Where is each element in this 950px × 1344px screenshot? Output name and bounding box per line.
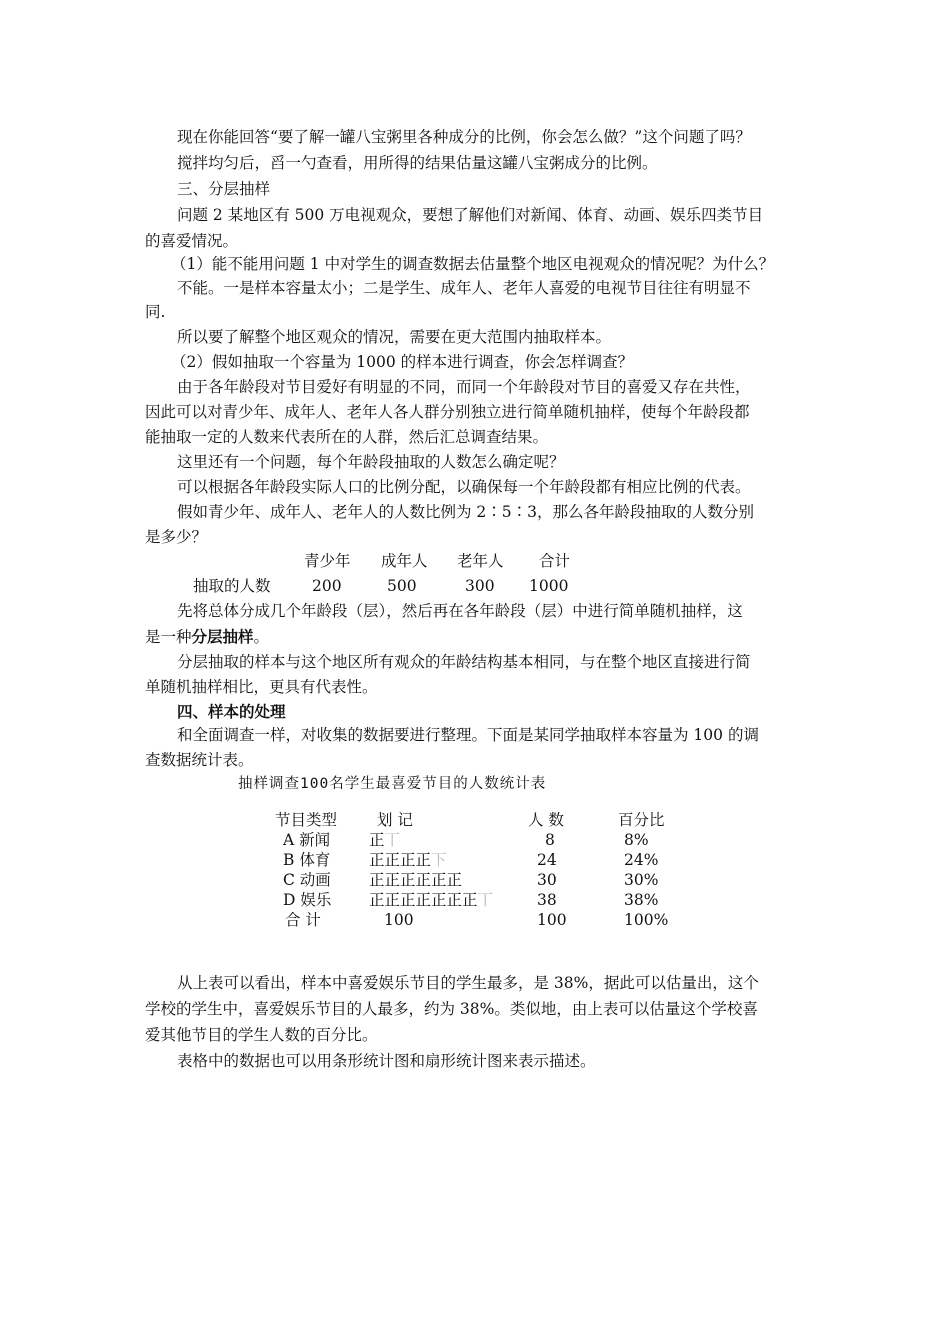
row-percent: 24% (624, 851, 659, 869)
row-type: B 体育 (283, 851, 331, 869)
question-2: （2）假如抽取一个容量为 1000 的样本进行调查，你会怎样调查？ (171, 353, 634, 371)
answer-2-line3: 能抽取一定的人数来代表所在的人群，然后汇总调查结果。 (145, 428, 549, 446)
row-type: A 新闻 (283, 831, 331, 849)
paragraph-conclusion-line2: 学校的学生中，喜爱娱乐节目的人最多，约为 38%。类似地，由上表可以估量这个学校喜 (145, 1000, 758, 1018)
stats-table-header-row (0, 809, 950, 831)
age-row-label: 抽取的人数 (193, 577, 271, 595)
total-tally: 100 (384, 911, 414, 929)
table-total-row (0, 909, 950, 930)
tally-partial: 丅 (384, 831, 401, 849)
answer-1-line2: 同. (145, 303, 166, 321)
answer-2-line1: 由于各年龄段对节目爱好有明显的不同，而同一个年龄段对节目的喜爱又存在共性， (177, 378, 751, 396)
age-table-header-row (0, 550, 950, 574)
paragraph-stratified-def-line1: 先将总体分成几个年龄段（层），然后再在各年龄段（层）中进行简单随机抽样，这 (177, 602, 743, 620)
age-header-elder: 老年人 (457, 552, 504, 570)
paragraph-eight-treasure-question: 现在你能回答“要了解一罐八宝粥里各种成分的比例，你会怎么做？”这个问题了吗？ (177, 128, 751, 146)
section-heading-stratified: 三、分层抽样 (177, 180, 271, 198)
text-suffix: 。 (253, 628, 270, 646)
row-tally (369, 889, 493, 911)
text-prefix: 是一种 (145, 628, 192, 646)
answer-2-line2: 因此可以对青少年、成年人、老年人各人群分别独立进行简单随机抽样，使每个年龄段都 (145, 403, 750, 421)
tally-partial: 下 (431, 851, 447, 869)
paragraph-conclusion-line1: 从上表可以看出，样本中喜爱娱乐节目的学生最多，是 38%，据此可以估量出，这个 (177, 974, 759, 992)
row-percent: 30% (624, 871, 659, 889)
paragraph-representative-line2: 单随机抽样相比，更具有代表性。 (145, 678, 378, 696)
paragraph-data-intro-line2: 查数据统计表。 (145, 751, 254, 769)
paragraph-ratio-line2: 是多少？ (145, 528, 208, 546)
row-tally (369, 829, 400, 851)
paragraph-problem2-line1: 问题 2 某地区有 500 万电视观众，要想了解他们对新闻、体育、动画、娱乐四类节目 (177, 206, 764, 224)
paragraph-how-many: 这里还有一个问题，每个年龄段抽取的人数怎么确定呢？ (177, 453, 565, 471)
tally-marks: 正正正正正正 (369, 871, 463, 889)
age-header-total: 合计 (539, 552, 571, 570)
paragraph-stratified-def-line2 (145, 624, 810, 650)
paragraph-ratio-line1: 假如青少年、成年人、老年人的人数比例为 2∶5∶3，那么各年龄段抽取的人数分别 (177, 503, 755, 521)
table-row (0, 829, 950, 850)
row-type: D 娱乐 (283, 891, 332, 909)
section-heading-sample-processing: 四、样本的处理 (177, 702, 286, 721)
stats-table-caption: 抽样调查100名学生最喜爱节目的人数统计表 (238, 776, 547, 792)
term-stratified-sampling: 分层抽样 (191, 627, 254, 646)
paragraph-proportion: 可以根据各年龄段实际人口的比例分配，以确保每一个年龄段都有相应比例的代表。 (177, 478, 751, 496)
age-header-adult: 成年人 (381, 552, 428, 570)
row-count: 8 (545, 831, 555, 849)
row-type: C 动画 (283, 871, 331, 889)
tally-marks: 正正正正 (369, 851, 432, 869)
paragraph-data-intro-line1: 和全面调查一样，对收集的数据要进行整理。下面是某同学抽取样本容量为 100 的调 (177, 726, 759, 744)
tally-marks: 正正正正正正正 (369, 891, 478, 909)
table-row (0, 849, 950, 870)
answer-1-line1: 不能。一是样本容量太小；二是学生、成年人、老年人喜爱的电视节目往往有明显不 (177, 279, 751, 297)
stats-header-tally: 划 记 (377, 811, 413, 829)
paragraph-eight-treasure-answer: 搅拌均匀后，舀一勺查看，用所得的结果估量这罐八宝粥成分的比例。 (177, 154, 658, 172)
total-label: 合 计 (285, 911, 321, 929)
paragraph-representative-line1: 分层抽取的样本与这个地区所有观众的年龄结构基本相同，与在整个地区直接进行简 (177, 653, 751, 671)
table-row (0, 889, 950, 910)
tally-marks: 正 (369, 831, 385, 849)
question-1: （1）能不能用问题 1 中对学生的调查数据去估量整个地区电视观众的情况呢？为什么？ (171, 255, 775, 273)
paragraph-conclusion-line3: 爱其他节目的学生人数的百分比。 (145, 1026, 378, 1044)
age-value-total: 1000 (529, 577, 569, 595)
row-percent: 8% (624, 831, 649, 849)
row-count: 38 (537, 891, 557, 909)
total-count: 100 (537, 911, 567, 929)
stats-header-count: 人 数 (528, 811, 564, 829)
row-percent: 38% (624, 891, 659, 909)
age-value-adult: 500 (387, 577, 417, 595)
stats-header-type: 节目类型 (275, 811, 338, 829)
tally-partial: 丅 (477, 891, 494, 909)
total-percent: 100% (624, 911, 669, 929)
age-value-elder: 300 (465, 577, 495, 595)
paragraph-problem2-line2: 的喜爱情况。 (145, 232, 239, 250)
age-header-youth: 青少年 (304, 552, 351, 570)
stats-header-percent: 百分比 (618, 811, 665, 829)
row-count: 30 (537, 871, 557, 889)
row-tally (369, 869, 462, 891)
table-row (0, 869, 950, 890)
row-tally (369, 849, 447, 871)
age-table-value-row (0, 575, 950, 599)
paragraph-charts-note: 表格中的数据也可以用条形统计图和扇形统计图来表示描述。 (177, 1052, 596, 1070)
row-count: 24 (537, 851, 557, 869)
age-value-youth: 200 (312, 577, 342, 595)
answer-1-line3: 所以要了解整个地区观众的情况，需要在更大范围内抽取样本。 (177, 328, 612, 346)
